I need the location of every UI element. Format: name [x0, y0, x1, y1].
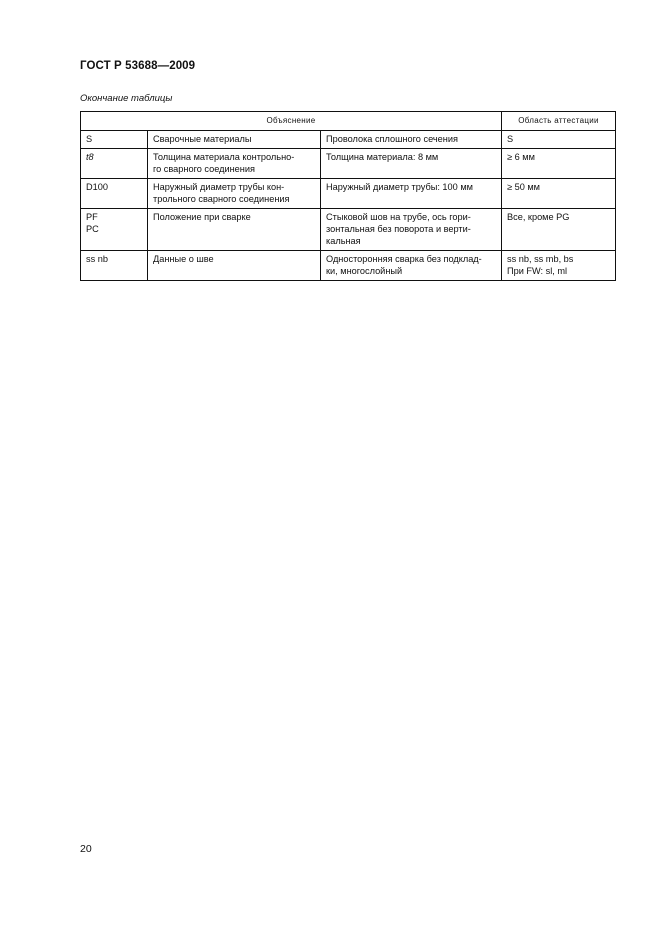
qualification-table — [80, 111, 616, 281]
page-number: 20 — [80, 843, 92, 855]
table-row — [81, 251, 616, 281]
cell-symbol: S — [81, 131, 148, 149]
cell-description: Проволока сплошного сечения — [321, 131, 502, 149]
table-row — [81, 209, 616, 251]
cell-name: Положение при сварке — [148, 209, 321, 251]
cell-symbol: ss nb — [81, 251, 148, 281]
cell-name: Толщина материала контрольно- го сварного соединения — [148, 149, 321, 179]
cell-name: Сварочные материалы — [148, 131, 321, 149]
cell-range: S — [502, 131, 616, 149]
column-header-qualification-range: Область аттестации — [502, 112, 616, 131]
cell-description: Односторонняя сварка без подклад- ки, многослойный — [321, 251, 502, 281]
cell-range: ≥ 6 мм — [502, 149, 616, 179]
table-row — [81, 149, 616, 179]
table-header-row — [81, 112, 616, 131]
cell-range: ss nb, ss mb, bs При FW: sl, ml — [502, 251, 616, 281]
cell-name: Данные о шве — [148, 251, 321, 281]
table-row — [81, 131, 616, 149]
cell-symbol: D100 — [81, 179, 148, 209]
cell-range: ≥ 50 мм — [502, 179, 616, 209]
table-caption: Окончание таблицы — [80, 93, 173, 104]
cell-name: Наружный диаметр трубы кон- трольного сварного соединения — [148, 179, 321, 209]
cell-description: Толщина материала: 8 мм — [321, 149, 502, 179]
cell-description: Наружный диаметр трубы: 100 мм — [321, 179, 502, 209]
cell-description: Стыковой шов на трубе, ось гори- зонтальная без поворота и верти- кальная — [321, 209, 502, 251]
table-row — [81, 179, 616, 209]
cell-symbol: PF PC — [81, 209, 148, 251]
column-header-explanation: Объяснение — [81, 112, 502, 131]
cell-range: Все, кроме PG — [502, 209, 616, 251]
document-header: ГОСТ Р 53688—2009 — [80, 60, 196, 72]
cell-symbol: t8 — [81, 149, 148, 179]
